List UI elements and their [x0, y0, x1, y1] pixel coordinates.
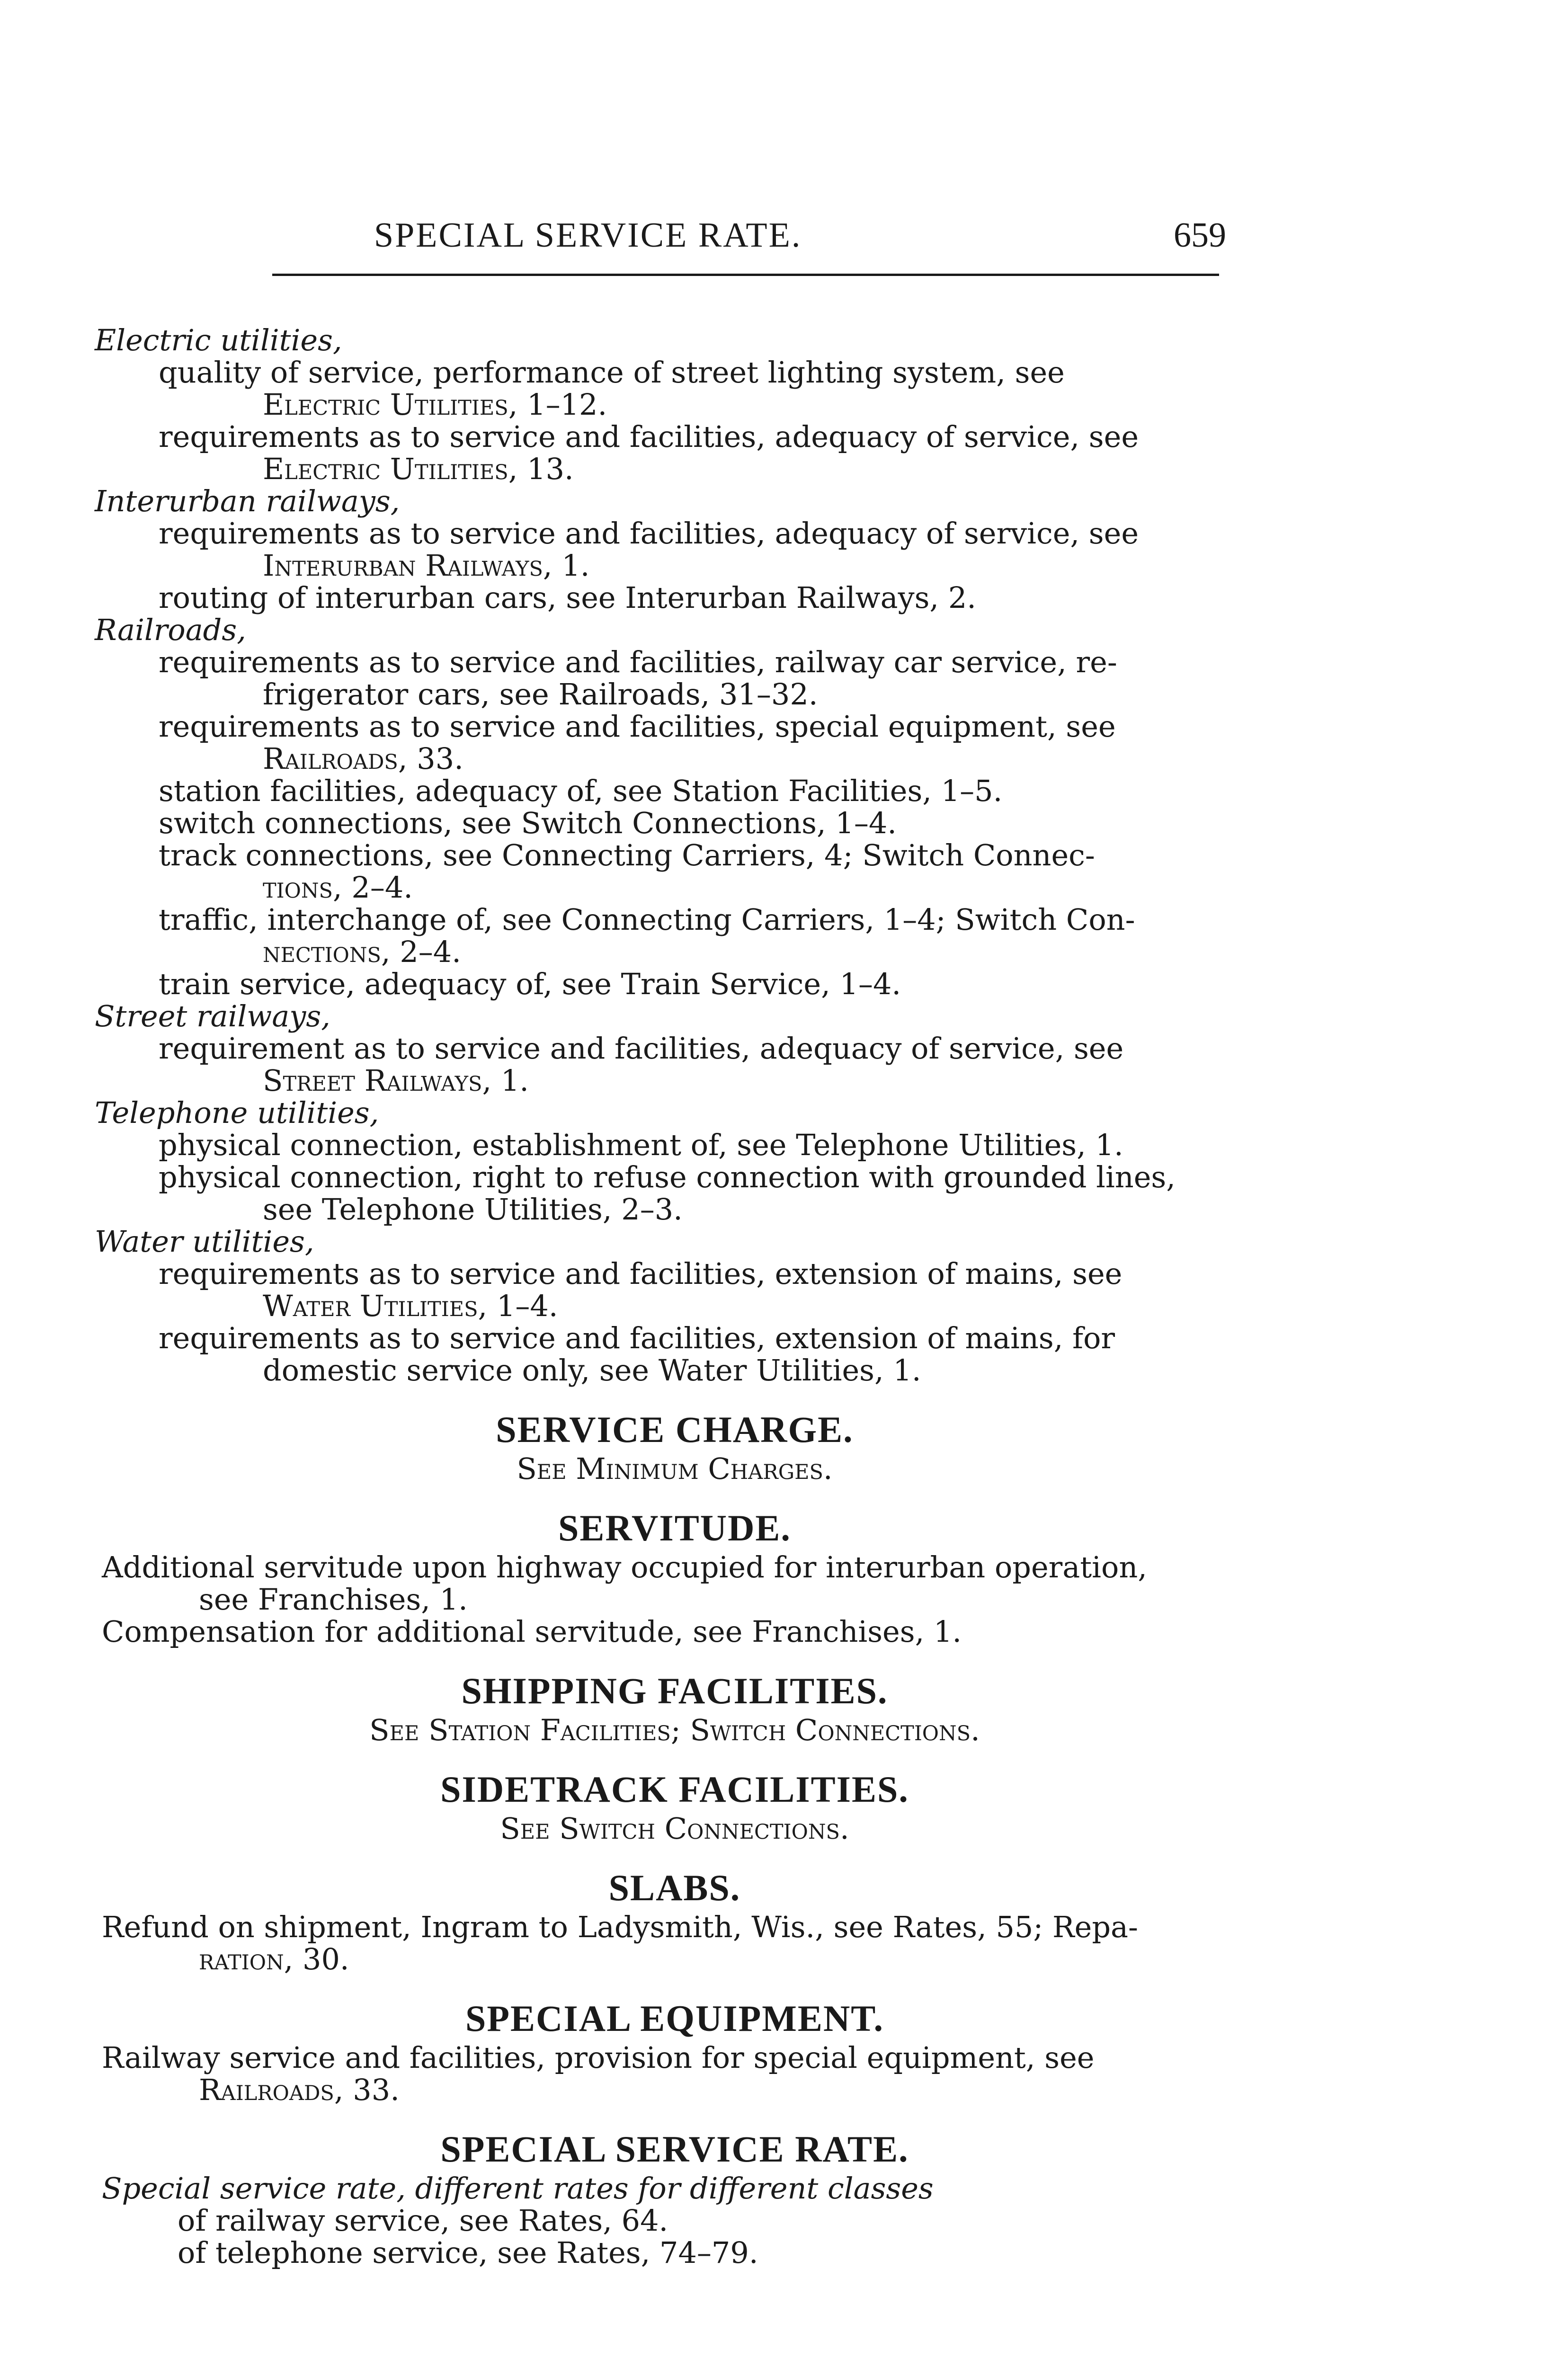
index-subentry: station facilities, adequacy of, see Station Facilities, 1–5. — [159, 774, 1003, 808]
section-heading-special-service-rate: SPECIAL SERVICE RATE. — [440, 2128, 909, 2170]
section-heading-sidetrack-facilities: SIDETRACK FACILITIES. — [440, 1769, 909, 1810]
index-subentry: quality of service, performance of street lighting system, see — [159, 355, 1065, 390]
index-subentry: requirements as to service and facilities, adequacy of service, see — [159, 516, 1139, 551]
index-content — [95, 324, 1255, 2269]
section-heading-shipping-facilities: SHIPPING FACILITIES. — [461, 1670, 888, 1711]
index-subentry: routing of interurban cars, see Interurban Railways, 2. — [159, 580, 976, 615]
section-heading-special-equipment: SPECIAL EQUIPMENT. — [465, 1998, 884, 2039]
index-category: Railroads, — [95, 613, 246, 647]
running-header — [279, 215, 1226, 267]
see-reference: See Switch Connections. — [500, 1811, 849, 1846]
index-continuation: Electric Utilities, 13. — [263, 452, 574, 486]
index-continuation: domestic service only, see Water Utilities, 1. — [263, 1353, 921, 1388]
index-subentry: physical connection, right to refuse connection with grounded lines, — [159, 1160, 1176, 1194]
entry-line: Railway service and facilities, provision for special equipment, see — [102, 2040, 1095, 2075]
section-heading-service-charge: SERVICE CHARGE. — [496, 1409, 854, 1450]
entry-line: Railroads, 33. — [199, 2073, 400, 2107]
index-category: Electric utilities, — [95, 323, 342, 357]
index-continuation: Electric Utilities, 1–12. — [263, 387, 607, 422]
entry-line: Refund on shipment, Ingram to Ladysmith, Wis., see Rates, 55; Repa- — [102, 1910, 1138, 1944]
index-continuation: nections, 2–4. — [263, 934, 461, 969]
see-reference: See Minimum Charges. — [517, 1451, 833, 1486]
index-category: Telephone utilities, — [95, 1095, 379, 1130]
index-continuation: Railroads, 33. — [263, 741, 463, 776]
entry-line: Special service rate, different rates for different classes — [102, 2171, 934, 2206]
index-subentry: requirement as to service and facilities, adequacy of service, see — [159, 1031, 1124, 1066]
section-heading-slabs: SLABS. — [608, 1867, 741, 1908]
index-subentry: track connections, see Connecting Carriers, 4; Switch Connec- — [159, 838, 1095, 872]
index-subentry: physical connection, establishment of, see Telephone Utilities, 1. — [159, 1128, 1123, 1162]
entry-line: of telephone service, see Rates, 74–79. — [178, 2235, 758, 2270]
index-subentry: requirements as to service and facilities, extension of mains, for — [159, 1321, 1115, 1355]
index-continuation: Street Railways, 1. — [263, 1063, 529, 1098]
entry-line: Compensation for additional servitude, see Franchises, 1. — [102, 1614, 962, 1649]
index-category: Interurban railways, — [95, 484, 400, 518]
index-continuation: frigerator cars, see Railroads, 31–32. — [263, 677, 818, 712]
entry-line: see Franchises, 1. — [199, 1582, 468, 1617]
index-subentry: traffic, interchange of, see Connecting Carriers, 1–4; Switch Con- — [159, 902, 1135, 937]
index-continuation: see Telephone Utilities, 2–3. — [263, 1192, 683, 1227]
index-continuation: tions, 2–4. — [263, 870, 413, 905]
entry-line: ration, 30. — [199, 1942, 349, 1976]
index-subentry: requirements as to service and facilities, railway car service, re- — [159, 645, 1117, 679]
index-category: Water utilities, — [95, 1224, 314, 1259]
header-rule — [272, 274, 1219, 276]
index-subentry: train service, adequacy of, see Train Service, 1–4. — [159, 967, 901, 1001]
section-heading-servitude: SERVITUDE. — [558, 1507, 791, 1548]
running-title: SPECIAL SERVICE RATE. — [374, 216, 802, 255]
index-subentry: requirements as to service and facilities, extension of mains, see — [159, 1256, 1123, 1291]
page-number: 659 — [1174, 216, 1226, 255]
index-continuation: Interurban Railways, 1. — [263, 548, 590, 583]
see-reference: See Station Facilities; Switch Connections. — [369, 1713, 980, 1747]
index-subentry: requirements as to service and facilities, special equipment, see — [159, 709, 1116, 744]
index-subentry: switch connections, see Switch Connections, 1–4. — [159, 806, 897, 840]
entry-line: of railway service, see Rates, 64. — [178, 2203, 668, 2238]
index-continuation: Water Utilities, 1–4. — [263, 1289, 558, 1323]
index-subentry: requirements as to service and facilities, adequacy of service, see — [159, 419, 1139, 454]
index-category: Street railways, — [95, 999, 330, 1033]
entry-line: Additional servitude upon highway occupied for interurban operation, — [102, 1550, 1147, 1584]
